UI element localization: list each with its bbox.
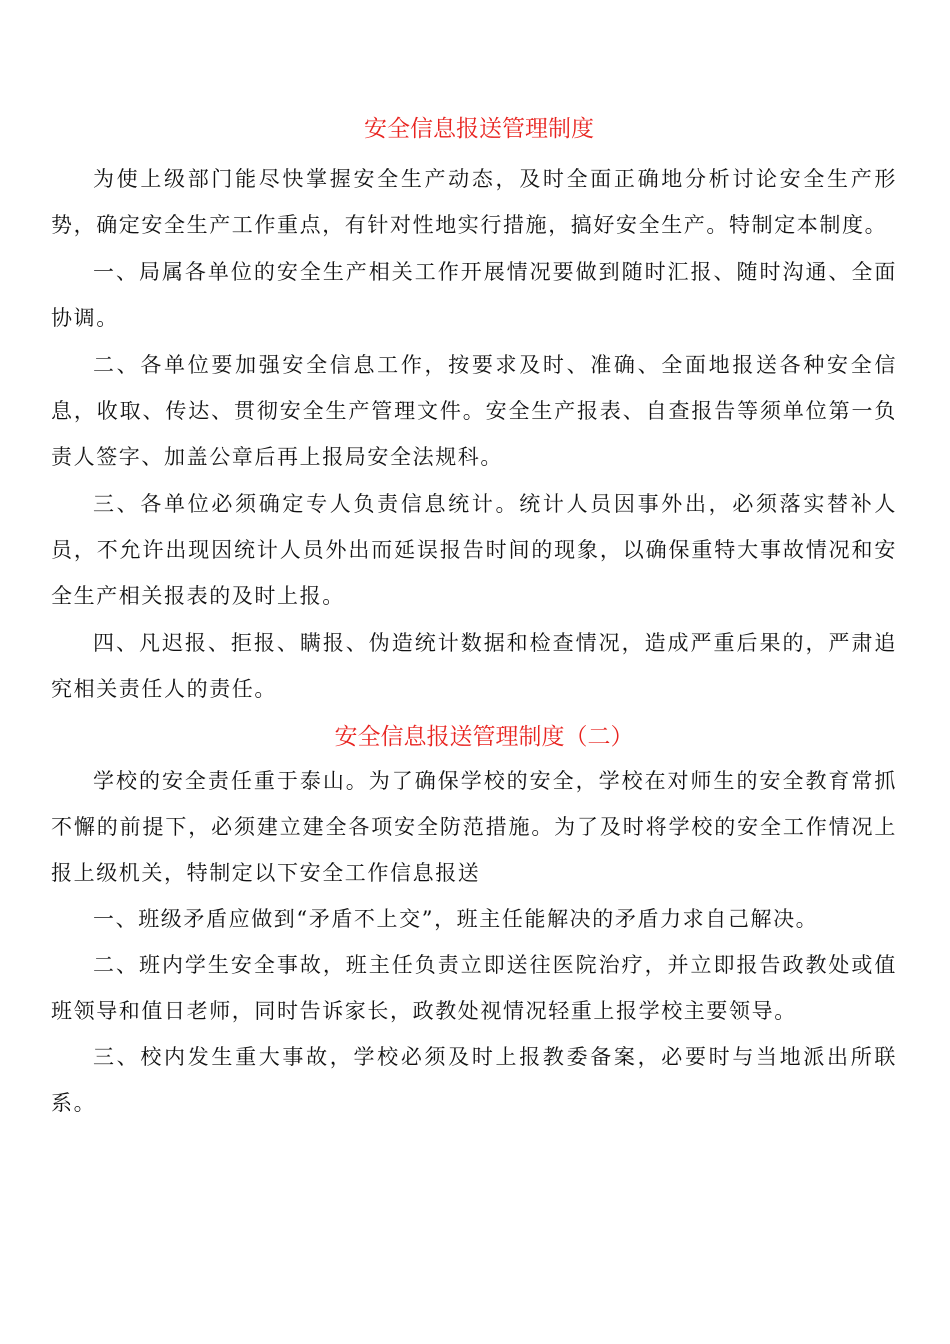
section-2-paragraph-intro: 学校的安全责任重于泰山。为了确保学校的安全，学校在对师生的安全教育常抓不懈的前提下，必须建立建全各项安全防范措施。为了及时将学校的安全工作情况上报上级机关，特制定以下安全工作信息报送 <box>51 769 897 885</box>
section-2-paragraph-item-2: 二、班内学生安全事故，班主任负责立即送往医院治疗，并立即报告政教处或值班领导和值日老师，同时告诉家长，政教处视情况轻重上报学校主要领导。 <box>51 953 897 1023</box>
section-1-paragraph-item-1: 一、局属各单位的安全生产相关工作开展情况要做到随时汇报、随时沟通、全面协调。 <box>51 260 897 330</box>
section-1-paragraph-item-2: 二、各单位要加强安全信息工作，按要求及时、准确、全面地报送各种安全信息，收取、传达、贯彻安全生产管理文件。安全生产报表、自查报告等须单位第一负责人签字、加盖公章后再上报局安全法规科。 <box>51 353 897 469</box>
section-2-title: 安全信息报送管理制度（二） <box>334 724 634 750</box>
section-2-body <box>51 758 897 1126</box>
section-1-title: 安全信息报送管理制度 <box>364 116 594 142</box>
section-1-body <box>51 156 897 712</box>
section-1-paragraph-intro: 为使上级部门能尽快掌握安全生产动态，及时全面正确地分析讨论安全生产形势，确定安全生产工作重点，有针对性地实行措施，搞好安全生产。特制定本制度。 <box>51 167 897 237</box>
section-1-paragraph-item-4: 四、凡迟报、拒报、瞒报、伪造统计数据和检查情况，造成严重后果的，严肃追究相关责任人的责任。 <box>51 631 897 701</box>
section-2-paragraph-item-3: 三、校内发生重大事故，学校必须及时上报教委备案，必要时与当地派出所联系。 <box>51 1045 897 1115</box>
section-1-paragraph-item-3: 三、各单位必须确定专人负责信息统计。统计人员因事外出，必须落实替补人员，不允许出现因统计人员外出而延误报告时间的现象，以确保重特大事故情况和安全生产相关报表的及时上报。 <box>51 492 897 608</box>
section-2-paragraph-item-1: 一、班级矛盾应做到“矛盾不上交”，班主任能解决的矛盾力求自己解决。 <box>93 907 819 931</box>
document-page <box>51 108 897 1126</box>
